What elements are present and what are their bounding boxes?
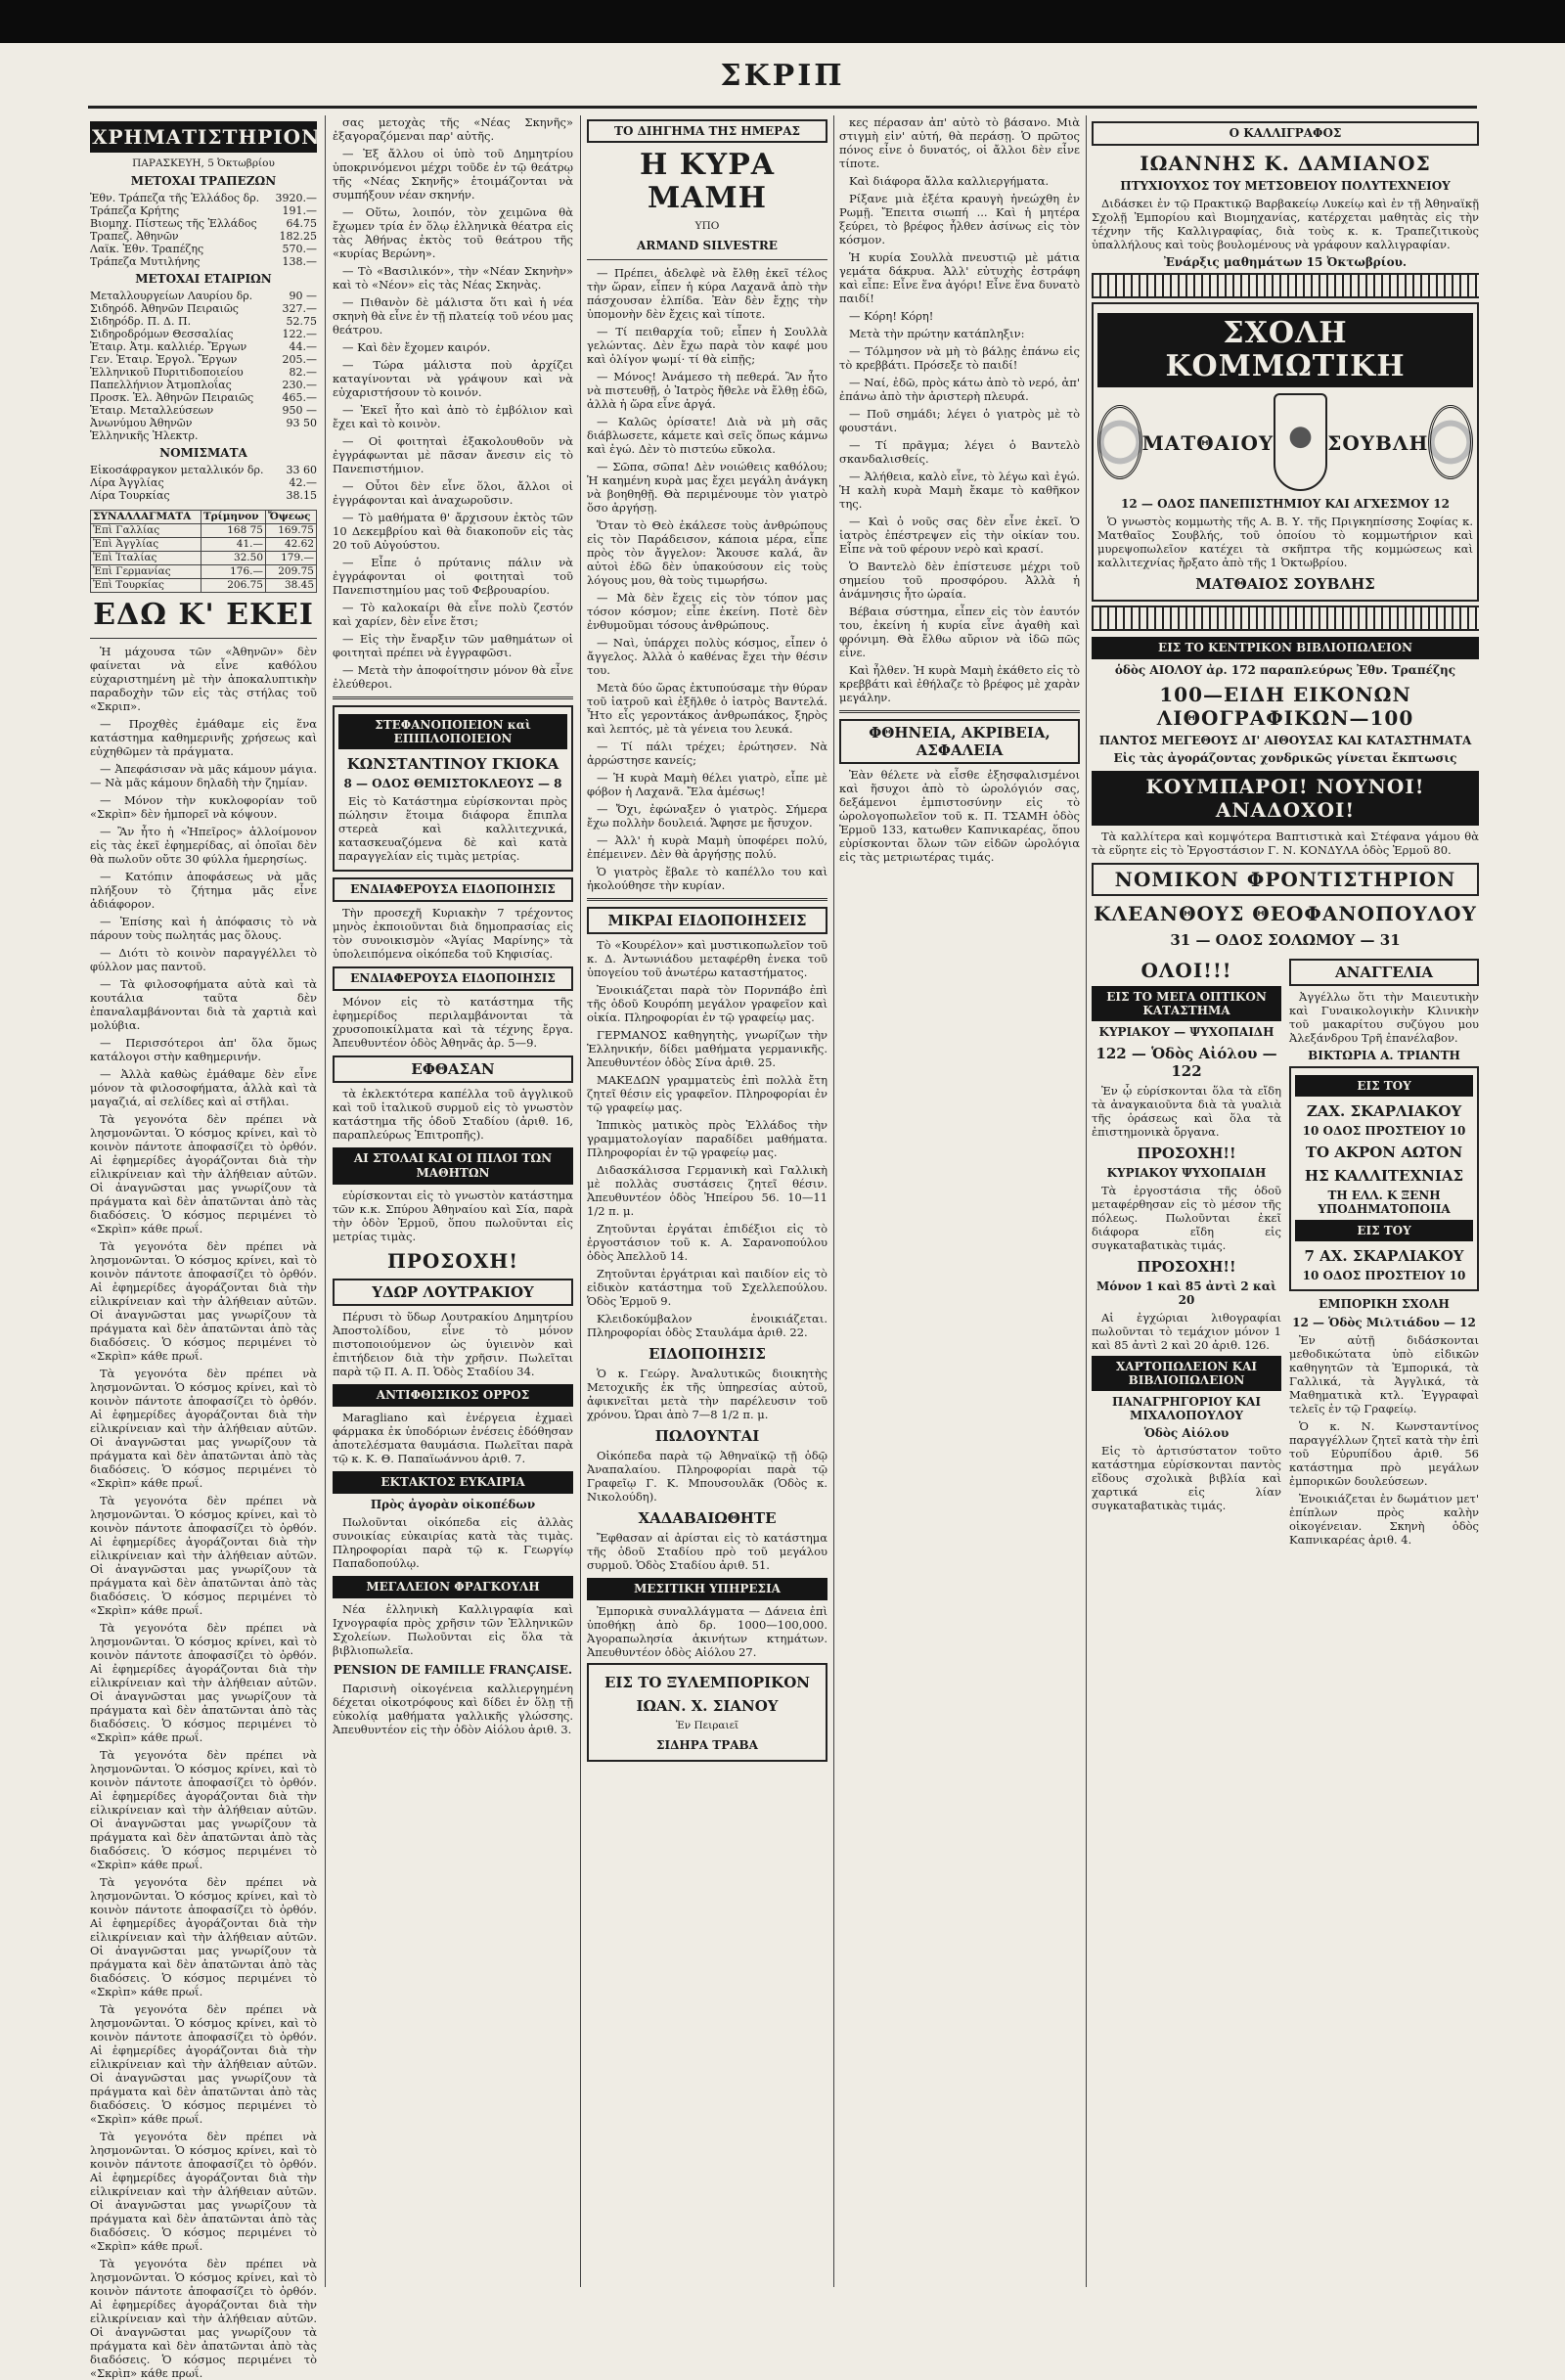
column-header: ΣΥΝΑΛΛΑΓΜΑΤΑ [91, 511, 201, 524]
table-row [90, 366, 317, 379]
masthead-rule [88, 106, 1477, 109]
ad-address: 31 — ΟΔΟΣ ΣΟΛΩΜΟΥ — 31 [1170, 931, 1401, 949]
paragraph: — Προχθὲς ἐμάθαμε εἰς ἕνα κατάστημα καθημερινῆς χρήσεως καὶ εὐχηθῶμεν τὰ πράγματα. [90, 717, 317, 758]
paragraph: Τὰ γεγονότα δὲν πρέπει νὰ λησμονῶνται. Ὁ κόσμος κρίνει, καὶ τὸ κοινὸν πάντοτε ἀποφασίζει τὸ ὀρθόν. Αἱ ἐφημερίδες ἀγοράζονται διὰ τὴν εἰλικρίνειαν καὶ τὴν ἀλήθειαν αὐτῶν. Οἱ ἀναγνῶσται μας γνωρίζουν τὰ πράγματα καὶ δὲν ἀπατῶνται ἀπὸ τὰς διαδόσεις. Ὁ κόσμος περιμένει τὸ «Σκρὶπ» κάθε πρωΐ. [90, 1494, 317, 1617]
ad-signature: ΜΑΤΘΑΙΟΣ ΣΟΥΒΛΗΣ [1195, 575, 1375, 593]
paragraph: — Εἶπε ὁ πρύτανις πάλιν νὰ ἐγγράφονται οἱ φοιτηταὶ τοῦ Πανεπιστημίου μας τοῦ Φεβρουαρίου. [333, 556, 573, 597]
paragraph: — Ναὶ, ὑπάρχει πολὺς κόσμος, εἶπεν ὁ ἄγγελος. Ἀλλὰ ὁ καθένας ἔχει τὴν θέσιν του. [587, 636, 827, 677]
column-story-continued [839, 115, 1080, 2287]
ad-note: Ἐνάρξις μαθημάτων 15 Ὀκτωβρίου. [1163, 255, 1408, 269]
paragraph: Τὰ γεγονότα δὲν πρέπει νὰ λησμονῶνται. Ὁ κόσμος κρίνει, καὶ τὸ κοινὸν πάντοτε ἀποφασίζει τὸ ὀρθόν. Αἱ ἐφημερίδες ἀγοράζονται διὰ τὴν εἰλικρίνειαν καὶ τὴν ἀλήθειαν αὐτῶν. Οἱ ἀναγνῶσται μας γνωρίζουν τὰ πράγματα καὶ δὲν ἀπατῶνται ἀπὸ τὰς διαδόσεις. Ὁ κόσμος περιμένει τὸ «Σκρὶπ» κάθε πρωΐ. [90, 2002, 317, 2126]
paragraph: Ἡ κυρία Σουλλὰ πνευστιῷ μὲ μάτια γεμάτα δάκρυα. Ἀλλ' εὐτυχὴς ἐστράφη καὶ εἶπε: Εἶνε ἕνα ἀγόρι! Εἶνε ἕνα δυνατὸ παιδί! [839, 250, 1080, 305]
table-row [90, 243, 317, 255]
paragraph: — Μόνος! Ἀνάμεσο τὴ πεθερά. Ἂν ἦτο νὰ πιστευθῇ, ὁ Ἰατρὸς ἤθελε νὰ ἔλθῃ ἐδῶ, ἀλλὰ ἡ ὥρα εἶνε ἀργά. [587, 370, 827, 411]
ad-name: ΙΩΑΝΝΗΣ Κ. ΔΑΜΙΑΝΟΣ [1140, 152, 1431, 175]
paragraph: — Ἐκεῖ ἦτο καὶ ἀπὸ τὸ ἐμβόλιον καὶ ἔχει καὶ τὸ κοινὸν. [333, 403, 573, 430]
ad-address: 12 — Ὁδὸς Μιλτιάδου — 12 [1292, 1316, 1476, 1329]
note: Ζητοῦνται ἐργάται ἐπιδέξιοι εἰς τὸ ἐργοστάσιον τοῦ κ. Α. Σαρανοπούλου ὁδὸς Ἀπελλοῦ 14. [587, 1222, 827, 1263]
table-row [90, 204, 317, 217]
column-rule [1086, 115, 1087, 2287]
ad-body: Ἔφθασαν αἱ ἀρίσται εἰς τὸ κατάστημα τῆς ὁδοῦ Σταδίου πρὸ τοῦ μεγάλου συρμοῦ. Ὁδὸς Σταδίου ἀριθ. 51. [587, 1531, 827, 1572]
ad-body: Ὁ κ. Γεώργ. Ἀναλυτικῶς διοικητὴς Μετοχικῆς ἐκ τῆς ὑπηρεσίας αὐτοῦ, ἀφικνεῖται μετὰ τὴν παρέλευσιν τοῦ χρόνου. Ὡραι ἀπὸ 7—8 1/2 π. μ. [587, 1367, 827, 1421]
row-value: 93 50 [286, 417, 317, 429]
column-news-ads [333, 115, 573, 2287]
paragraph: — Εἰς τὴν ἔναρξιν τῶν μαθημάτων οἱ φοιτηταὶ πρέπει νὰ ἐγγραφῶσι. [333, 632, 573, 659]
ad-heading: ΠΡΟΣΟΧΗ! [386, 1249, 519, 1273]
ad-body: Ἐν ᾧ εὑρίσκονται ὅλα τὰ εἴδη τὰ ἀναγκαιοῦντα διὰ τὰ γυαλιὰ τῆς ὁράσεως καὶ ὅλα τὰ ἐπιστημονικὰ ὄργανα. [1092, 1084, 1281, 1139]
table-row [90, 230, 317, 243]
ad-shoemaker [1289, 1066, 1479, 1291]
ad-subheading: ΠΑΝΑΓΡΗΓΟΡΙΟΥ ΚΑΙ ΜΙΧΑΛΟΠΟΥΛΟΥ [1112, 1395, 1261, 1422]
row-label: Βιομηχ. Πίστεως τῆς Ἑλλάδος [90, 217, 257, 230]
ad-subheading: ΕΙΣ ΤΟ ΜΕΓΑ ΟΠΤΙΚΟΝ ΚΑΤΑΣΤΗΜΑ [1092, 986, 1281, 1021]
ad-subheading: Πρὸς ἀγορὰν οἰκοπέδων [370, 1498, 536, 1511]
ad-name: ΚΛΕΑΝΘΟΥΣ ΘΕΟΦΑΝΟΠΟΥΛΟΥ [1094, 902, 1477, 925]
story-title: Η ΚΥΡΑ ΜΑΜΗ [639, 148, 776, 215]
table-row [90, 464, 317, 476]
ad-heading: ΠΡΟΣΟΧΗ!! [1137, 1258, 1236, 1276]
paragraph: Τὰ γεγονότα δὲν πρέπει νὰ λησμονῶνται. Ὁ κόσμος κρίνει, καὶ τὸ κοινὸν πάντοτε ἀποφασίζει τὸ ὀρθόν. Αἱ ἐφημερίδες ἀγοράζονται διὰ τὴν εἰλικρίνειαν καὶ τὴν ἀλήθειαν αὐτῶν. Οἱ ἀναγνῶσται μας γνωρίζουν τὰ πράγματα καὶ δὲν ἀπατῶνται ἀπὸ τὰς διαδόσεις. Ὁ κόσμος περιμένει τὸ «Σκρὶπ» κάθε πρωΐ. [90, 1748, 317, 1871]
paragraph: — Ἐπίσης καὶ ἡ ἀπόφασις τὸ νὰ πάρουν τοὺς πωλητάς μας ὅλους. [90, 915, 317, 942]
paragraph: — Τὸ καλοκαίρι θὰ εἶνε πολὺ ζεστόν καὶ χαρίεν, δὲν εἶνε ἔτσι; [333, 601, 573, 628]
paragraph: — Καὶ ὁ νοῦς σας δὲν εἶνε ἐκεῖ. Ὁ ἰατρὸς ἐπέστρεψεν εἰς τὴν οἰκίαν του. Εἶπε νὰ τοῦ φέρουν νερὸ καὶ κρασί. [839, 515, 1080, 556]
ad-heading: ΕΙΔΟΠΟΙΗΣΙΣ [648, 1345, 766, 1363]
row-label: Ἐπὶ Γερμανίας [91, 565, 201, 579]
table-row [90, 255, 317, 268]
paragraph: — Οὗτοι δὲν εἶνε ὅλοι, ἄλλοι οἱ ἐγγράφονται καὶ ἀναχωροῦσιν. [333, 479, 573, 507]
paragraph: — Διότι τὸ κοινὸν παραγγέλλει τὸ φύλλον μας παντοῦ. [90, 946, 317, 973]
ad-body: εὑρίσκονται εἰς τὸ γνωστὸν κατάστημα τῶν κ.κ. Σπύρου Ἀθηναίου καὶ Σία, παρὰ τὴν ὁδὸν Ἑρμοῦ, ὅπου πωλοῦνται εἰς μετρίας τιμὰς. [333, 1189, 573, 1243]
ad-line: ΖΑΧ. ΣΚΑΡΛΙΑΚΟΥ [1306, 1102, 1462, 1120]
ad-heading: ΕΦΘΑΣΑΝ [333, 1055, 573, 1083]
ad-heading: ΑΙ ΣΤΟΛΑΙ ΚΑΙ ΟΙ ΠΙΛΟΙ ΤΩΝ ΜΑΘΗΤΩΝ [333, 1147, 573, 1185]
table-header-row [91, 511, 317, 524]
top-dark-band [0, 0, 1565, 43]
row-label: Παπελλήνιον Ἀτμοπλοΐας [90, 379, 232, 391]
table-row [90, 217, 317, 230]
table-row [90, 315, 317, 328]
row-value: 182.25 [279, 230, 317, 243]
row-value: 33 60 [286, 464, 317, 476]
row-label: Τράπεζα Κρήτης [90, 204, 180, 217]
ornamental-border [1092, 273, 1479, 298]
paragraph: — Τὰ φιλοσοφήματα αὐτὰ καὶ τὰ κουτάλια ταῦτα δὲν ἐπαναλαμβάνονται διὰ τὰ χαρτιὰ καὶ μολύβια. [90, 977, 317, 1032]
row-value: 64.75 [286, 217, 317, 230]
medal-icon [1428, 405, 1473, 479]
paragraph: κες πέρασαν ἀπ' αὐτὸ τὸ βάσανο. Μιὰ στιγμὴ εἰν' αὐτή, θὰ περάσῃ. Ὁ πρῶτος πόνος εἶνε ὁ δυνατός, οἱ ἄλλοι δὲν εἶνε τίποτε. [839, 115, 1080, 170]
row-label: Λίρα Ἀγγλίας [90, 476, 164, 489]
row-label: Λίρα Τουρκίας [90, 489, 170, 502]
column-rule [325, 115, 326, 2287]
ad-subheading: ΚΥΡΙΑΚΟΥ ΨΥΧΟΠΑΙΔΗ [1106, 1166, 1267, 1180]
table-row [91, 552, 317, 565]
row-value: 327.— [282, 302, 317, 315]
ornamental-border [1092, 606, 1479, 631]
row-label: Σιδηρόδρ. Π. Δ. Π. [90, 315, 192, 328]
row-label: Ἑλληνικοῦ Πυριτιδοποιείου [90, 366, 244, 379]
ad-furniture [333, 705, 573, 872]
row-value: 82.— [289, 366, 317, 379]
section-date: ΠΑΡΑΣΚΕΥΗ, 5 Ὀκτωβρίου [132, 157, 275, 169]
ad-body: Maragliano καὶ ἐνέργεια ἐχμαεὶ φάρμακα ἐκ ὑποδόριων ἐνέσεις ἐδόθησαν ἀποτελέσματα θαυμάσια. Πωλεῖται παρὰ τῷ κ. Κ. Θ. Παπαϊωάννου ἀριθ. 7. [333, 1411, 573, 1465]
paragraph: — Τόλμησον νὰ μὴ τὸ βάλῃς ἐπάνω εἰς τὸ κρεββάτι. Πρόσεξε τὸ παιδί! [839, 344, 1080, 372]
ad-heading: ΕΚΤΑΚΤΟΣ ΕΥΚΑΙΡΙΑ [333, 1471, 573, 1494]
paragraph: Τὰ γεγονότα δὲν πρέπει νὰ λησμονῶνται. Ὁ κόσμος κρίνει, καὶ τὸ κοινὸν πάντοτε ἀποφασίζει τὸ ὀρθόν. Αἱ ἐφημερίδες ἀγοράζονται διὰ τὴν εἰλικρίνειαν καὶ τὴν ἀλήθειαν αὐτῶν. Οἱ ἀναγνῶσται μας γνωρίζουν τὰ πράγματα καὶ δὲν ἀπατῶνται ἀπὸ τὰς διαδόσεις. Ὁ κόσμος περιμένει τὸ «Σκρὶπ» κάθε πρωΐ. [90, 1239, 317, 1363]
ad-body: Ἐνοικιάζεται ἐν δωμάτιον μετ' ἐπίπλων πρὸς καλὴν οἰκογένειαν. Σκηνὴ ὁδὸς Καπνικαρέας ἀριθ. 4. [1289, 1492, 1479, 1547]
row-label: Εἰκοσάφραγκον μεταλλικόν δρ. [90, 464, 264, 476]
table-row [91, 565, 317, 579]
exchange-table [90, 510, 317, 593]
paragraph: — Ποῦ σημάδι; λέγει ὁ γιατρὸς μὲ τὸ φουστάνι. [839, 407, 1080, 434]
ad-heading: ΕΝΔΙΑΦΕΡΟΥΣΑ ΕΙΔΟΠΟΙΗΣΙΣ [333, 877, 573, 902]
row-value: 209.75 [266, 565, 317, 579]
note: ΜΑΚΕΔΩΝ γραμματεὺς ἐπὶ πολλὰ ἔτη ζητεῖ θέσιν εἰς γραφεῖον. Πληροφορίαι ἐν τῷ γραφείῳ μας. [587, 1073, 827, 1114]
ad-heading: ΥΔΩΡ ΛΟΥΤΡΑΚΙΟΥ [333, 1279, 573, 1306]
paragraph: — Καὶ δὲν ἔχομεν καιρόν. [342, 340, 491, 354]
ad-headline: 100—ΕΙΔΗ ΕΙΚΟΝΩΝ ΛΙΘΟΓΡΑΦΙΚΩΝ—100 [1156, 683, 1414, 730]
ad-body: Διδάσκει ἐν τῷ Πρακτικῷ Βαρβακείῳ Λυκείῳ καὶ ἐν τῇ Ἀθηναϊκῇ Σχολῇ Ἐμπορίου καὶ Βιομηχανίας, κατέρχεται μαθητὰς εἰς τὴν τέχνην τῆς Καλλιγραφίας, διὰ τοὺς κ. κ. Τραπεζιτικοὺς ὑπαλλήλους καὶ τοὺς βουλομένους νὰ γράφουν καλλιγραφίαν. [1092, 197, 1479, 251]
column-header: Τρίμηνον [201, 511, 265, 524]
paragraph: — Πρέπει, ἀδελφὲ νὰ ἔλθῃ ἐκεῖ τέλος τὴν ὥραν, εἶπεν ἡ κύρα Λαχανᾶ ἀπὸ τὴν πάσχουσαν ἐλπίδα. Ἐὰν δὲν ἔχῃς τὴν ὑπομονὴν δὲν ἔχεις καὶ τίποτε. [587, 266, 827, 321]
ad-hairdressing-school [1092, 302, 1479, 602]
table-row [90, 290, 317, 302]
ad-line: 10 ΟΔΟΣ ΠΡΟΣΤΕΙΟΥ 10 [1302, 1269, 1466, 1282]
paragraph: Ἡ μάχουσα τῶν «Ἀθηνῶν» δὲν φαίνεται νὰ εἶνε καθόλου εὐχαριστημένη μὲ τὴν ἀποκαλυπτικὴν παραδοχὴν τῶν εἰς τὰς στήλας τοῦ «Σκριπ». [90, 645, 317, 713]
paragraph: Τὰ γεγονότα δὲν πρέπει νὰ λησμονῶνται. Ὁ κόσμος κρίνει, καὶ τὸ κοινὸν πάντοτε ἀποφασίζει τὸ ὀρθόν. Αἱ ἐφημερίδες ἀγοράζονται διὰ τὴν εἰλικρίνειαν καὶ τὴν ἀλήθειαν αὐτῶν. Οἱ ἀναγνῶσται μας γνωρίζουν τὰ πράγματα καὶ δὲν ἀπατῶνται ἀπὸ τὰς διαδόσεις. Ὁ κόσμος περιμένει τὸ «Σκρὶπ» κάθε πρωΐ. [90, 1875, 317, 1998]
ads-right [1289, 953, 1479, 1550]
paragraph: Τὰ γεγονότα δὲν πρέπει νὰ λησμονῶνται. Ὁ κόσμος κρίνει, καὶ τὸ κοινὸν πάντοτε ἀποφασίζει τὸ ὀρθόν. Αἱ ἐφημερίδες ἀγοράζονται διὰ τὴν εἰλικρίνειαν καὶ τὴν ἀλήθειαν αὐτῶν. Οἱ ἀναγνῶσται μας γνωρίζουν τὰ πράγματα καὶ δὲν ἀπατῶνται ἀπὸ τὰς διαδόσεις. Ὁ κόσμος περιμένει τὸ «Σκρὶπ» κάθε πρωΐ. [90, 2130, 317, 2253]
row-label: Γεν. Ἑταιρ. Ἐργολ. Ἔργων [90, 353, 238, 366]
paragraph: Ὁ γιατρὸς ἔβαλε τὸ καπέλλο του καὶ ἠκολούθησε τὴν κυρίαν. [587, 865, 827, 892]
row-value: 122.— [282, 328, 317, 340]
row-value [277, 429, 317, 442]
ad-body: Ἐμπορικὰ συναλλάγματα — Δάνεια ἐπὶ ὑποθήκῃ ἀπὸ δρ. 1000—100,000. Ἀγοραπωλησία ἀκινήτων κτημάτων. Ἀπευθυντέον ὁδὸς Αἰόλου 27. [587, 1604, 827, 1659]
row-label: Σιδηρόδ. Ἀθηνῶν Πειραιῶς [90, 302, 239, 315]
ad-owner: ΚΥΡΙΑΚΟΥ — ΨΥΧΟΠΑΙΔΗ [1098, 1025, 1274, 1039]
ads-left [1092, 953, 1281, 1550]
row-label: Λαϊκ. Ἐθν. Τραπέζης [90, 243, 204, 255]
note: Ζητοῦνται ἐργάτριαι καὶ παιδίον εἰς τὸ εἰδικὸν κατάστημα τοῦ Σχελλεπούλου. Ὁδὸς Ἑρμοῦ 9. [587, 1267, 827, 1308]
paragraph: — Τί πάλι τρέχει; ἐρώτησεν. Νὰ ἀρρώστησε κανείς; [587, 740, 827, 767]
ad-place: Ἐν Πειραιεῖ [675, 1720, 739, 1731]
table-row [90, 192, 317, 204]
ad-signature: ΒΙΚΤΩΡΙΑ Α. ΤΡΙΑΝΤΗ [1308, 1049, 1460, 1062]
row-value: 138.— [282, 255, 317, 268]
ad-body: Νέα ἑλληνικὴ Καλλιγραφία καὶ Ιχνογραφία πρὸς χρῆσιν τῶν Ἑλληνικῶν Σχολείων. Πωλοῦνται εἰς ὅλα τὰ βιβλιοπωλεῖα. [333, 1602, 573, 1657]
ad-heading: ΜΕΣΙΤΙΚΗ ΥΠΗΡΕΣΙΑ [587, 1578, 827, 1600]
banks-table [90, 192, 317, 268]
ad-heading: ΜΕΓΑΛΕΙΟΝ ΦΡΑΓΚΟΥΛΗ [333, 1576, 573, 1598]
section-title: ΧΡΗΜΑΤΙΣΤΗΡΙΟΝ [90, 121, 317, 153]
ad-line: 10 ΟΔΟΣ ΠΡΟΣΤΕΙΟΥ 10 [1302, 1124, 1466, 1138]
row-label: Ἐπὶ Ἰταλίας [91, 552, 201, 565]
row-label: Ἐπὶ Ἀγγλίας [91, 538, 201, 552]
ad-heading: ΧΑΡΤΟΠΩΛΕΙΟΝ ΚΑΙ ΒΙΒΛΙΟΠΩΛΕΙΟΝ [1092, 1356, 1281, 1391]
table-row [90, 476, 317, 489]
note: Ἐνοικιάζεται παρὰ τὸν Πορνπάβο ἐπὶ τῆς ὁδοῦ Κουρόπη μεγάλον γραφεῖον καὶ οἰκία. Πληροφορίαι ἐν τῷ γραφείῳ μας. [587, 983, 827, 1024]
paragraph: — Ἀλλὰ καθὼς ἐμάθαμε δὲν εἶνε μόνον τὰ φιλοσοφήματα, ἀλλὰ καὶ τὰ μαγαζιά, αἱ σελίδες καὶ αἱ στῆλαι. [90, 1067, 317, 1108]
ad-line: ΤΟ ΑΚΡΟΝ ΑΩΤΟΝ [1305, 1144, 1463, 1161]
paragraph: Τὰ γεγονότα δὲν πρέπει νὰ λησμονῶνται. Ὁ κόσμος κρίνει, καὶ τὸ κοινὸν πάντοτε ἀποφασίζει τὸ ὀρθόν. Αἱ ἐφημερίδες ἀγοράζονται διὰ τὴν εἰλικρίνειαν καὶ τὴν ἀλήθειαν αὐτῶν. Οἱ ἀναγνῶσται μας γνωρίζουν τὰ πράγματα καὶ δὲν ἀπατῶνται ἀπὸ τὰς διαδόσεις. Ὁ κόσμος περιμένει τὸ «Σκρὶπ» κάθε πρωΐ. [90, 1621, 317, 1744]
table-row [90, 353, 317, 366]
companies-table [90, 290, 317, 442]
notes-heading: ΜΙΚΡΑΙ ΕΙΔΟΠΟΙΗΣΕΙΣ [587, 907, 827, 934]
paragraph: — Μετὰ τὴν ἀποφοίτησιν μόνον θὰ εἶνε ἐλεύθεροι. [333, 663, 573, 691]
paragraph: — Ὄχι, ἐφώναξεν ὁ γιατρὸς. Σήμερα ἔχω πολλὴν δουλειά. Ἄφησε με ἤσυχον. [587, 802, 827, 830]
ad-line: 7 ΑΧ. ΣΚΑΡΛΙΑΚΟΥ [1304, 1247, 1464, 1265]
row-value: 205.— [282, 353, 317, 366]
table-row [90, 379, 317, 391]
row-value: 38.15 [286, 489, 317, 502]
paragraph: Καὶ διάφορα ἄλλα καλλιεργήματα. [849, 174, 1050, 188]
ad-body: Τὰ ἐργοστάσια τῆς ὁδοῦ μεταφέρθησαν εἰς τὸ μέσον τῆς πόλεως. Πωλοῦνται ἐκεῖ διάφορα εἴδη εἰς συγκαταβατικὰς τιμάς. [1092, 1184, 1281, 1252]
row-value: 52.75 [286, 315, 317, 328]
row-label: Ἀνωνύμου Ἀθηνῶν [90, 417, 193, 429]
row-label: Τραπεζ. Ἀθηνῶν [90, 230, 179, 243]
companies-heading: ΜΕΤΟΧΑΙ ΕΤΑΙΡΙΩΝ [135, 272, 272, 286]
row-label: Σιδηροδρόμων Θεσσαλίας [90, 328, 234, 340]
ad-body: τὰ ἐκλεκτότερα καπέλλα τοῦ ἀγγλικοῦ καὶ τοῦ ἰταλικοῦ συρμοῦ εἰς τὸ γνωστὸν κατάστημα τῆς ὁδοῦ Σταδίου (ἀριθ. 16, παραπλεύρως Ἐπιτροπῆς). [333, 1087, 573, 1142]
row-label: Ἑταιρ. Μεταλλεύσεων [90, 404, 214, 417]
ad-body: Ἀγγέλλω ὅτι τὴν Μαιευτικὴν καὶ Γυναικολογικὴν Κλινικὴν τοῦ μακαρίτου συζύγου μου Ἀλεξάνδρου Τρῆ ἐπανέλαβον. [1289, 990, 1479, 1045]
ad-body: Οἰκόπεδα παρὰ τῷ Ἀθηναϊκῷ τῇ ὁδῷ Ἀναπαλαίου. Πληροφορίαι παρὰ τῷ Γραφεῖῳ Γ. Κ. Μπουσουλᾶκ (Ὁδὸς κ. Νικολούδη). [587, 1449, 827, 1504]
row-value: 169.75 [266, 524, 317, 538]
row-value: 230.— [282, 379, 317, 391]
note: Κλειδοκύμβαλον ἐνοικιάζεται. Πληροφορίαι ὁδὸς Σταυλάμα ἀριθ. 22. [587, 1312, 827, 1339]
ad-heading: Ο ΚΑΛΛΙΓΡΑΦΟΣ [1092, 121, 1479, 146]
table-row [91, 579, 317, 593]
ad-address: 12 — ΟΔΟΣ ΠΑΝΕΠΙΣΤΗΜΙΟΥ ΚΑΙ ΑΓΧΕΣΜΟΥ 12 [1121, 497, 1450, 511]
paragraph: Καὶ ἦλθεν. Ἡ κυρὰ Μαμὴ ἐκάθετο εἰς τὸ κρεββάτι καὶ ἐθήλαζε τὸ βρέφος μὲ χαρὰν μεγάλην. [839, 663, 1080, 704]
row-label: Τράπεζα Μυτιλήνης [90, 255, 201, 268]
paragraph: Τὰ γεγονότα δὲν πρέπει νὰ λησμονῶνται. Ὁ κόσμος κρίνει, καὶ τὸ κοινὸν πάντοτε ἀποφασίζει τὸ ὀρθόν. Αἱ ἐφημερίδες ἀγοράζονται διὰ τὴν εἰλικρίνειαν καὶ τὴν ἀλήθειαν αὐτῶν. Οἱ ἀναγνῶσται μας γνωρίζουν τὰ πράγματα καὶ δὲν ἀπατῶνται ἀπὸ τὰς διαδόσεις. Ὁ κόσμος περιμένει τὸ «Σκρὶπ» κάθε πρωΐ. [90, 1367, 317, 1490]
paragraph: — Περισσότεροι ἀπ' ὅλα ὅμως κατάλογοι στὴν καθημερινήν. [90, 1036, 317, 1063]
note: Διδασκάλισσα Γερμανικὴ καὶ Γαλλικὴ μὲ πολλὰς συστάσεις ζητεῖ θέσιν. Ἀπευθυντέον ὁδὸς Ἠπείρου 56. 10—11 1/2 π. μ. [587, 1163, 827, 1218]
row-label: Ἑταιρ. Ἀτμ. καλλιέρ. Ἔργων [90, 340, 247, 353]
ad-heading: ΕΙΣ ΤΟ ΚΕΝΤΡΙΚΟΝ ΒΙΒΛΙΟΠΩΛΕΙΟΝ [1092, 637, 1479, 659]
ad-heading: ΕΙΣ ΤΟ ΞΥΛΕΜΠΟΡΙΚΟΝ [604, 1674, 810, 1691]
ad-body: Παρισινὴ οἰκογένεια καλλιεργημένη δέχεται οἰκοτρόφους καὶ δίδει ἐν ὅλῃ τῇ εὐκολίᾳ μαθήματα γαλλικῆς γλώσσης. Ἀπευθυντέον εἰς τὴν ὁδὸν Αἰόλου ἀριθ. 3. [333, 1682, 573, 1736]
paragraph: Τὰ γεγονότα δὲν πρέπει νὰ λησμονῶνται. Ὁ κόσμος κρίνει, καὶ τὸ κοινὸν πάντοτε ἀποφασίζει τὸ ὀρθόν. Αἱ ἐφημερίδες ἀγοράζονται διὰ τὴν εἰλικρίνειαν καὶ τὴν ἀλήθειαν αὐτῶν. Οἱ ἀναγνῶσται μας γνωρίζουν τὰ πράγματα καὶ δὲν ἀπατῶνται ἀπὸ τὰς διαδόσεις. Ὁ κόσμος περιμένει τὸ «Σκρὶπ» κάθε πρωΐ. [90, 2257, 317, 2380]
note: ΓΕΡΜΑΝΟΣ καθηγητὴς, γνωρίζων τὴν Ἑλληνικήν, δίδει μαθήματα γερμανικῆς. Ἀπευθυντέον ὁδὸς Σίνα ἀριθ. 25. [587, 1028, 827, 1069]
note: Ἱππικὸς ματικὸς πρὸς Ἑλλάδος τὴν γραμματολογίαν παραδίδει μαθήματα. Πληροφορίαι ἐν τῷ γραφείῳ μας. [587, 1118, 827, 1159]
ad-name: ΚΩΝΣΤΑΝΤΙΝΟΥ ΓΚΙΟΚΑ [346, 755, 559, 773]
paragraph: — Τώρα μάλιστα ποὺ ἀρχίζει καταγίνονται νὰ γράψουν καὶ νὰ εὐχαριστήσουν τὸ κοινόν. [333, 358, 573, 399]
paragraph: — Οἱ φοιτηταὶ ἐξακολουθοῦν νὰ ἐγγράφωνται μὲ πᾶσαν ἄνεσιν εἰς τὸ Πανεπιστήμιον. [333, 434, 573, 475]
ad-heading: PENSION DE FAMILLE FRANÇAISE. [333, 1663, 573, 1677]
paragraph: — Οὕτω, λοιπόν, τὸν χειμῶνα θὰ ἔχωμεν τρία ἐν ὅλῳ ἑλληνικὰ θέατρα εἰς τὰς Ἀθήνας ἐκτὸς τοῦ θεάτρου τῆς «κυρίας Βερώνη». [333, 205, 573, 260]
ad-timber [587, 1663, 827, 1762]
ad-body: Πωλοῦνται οἰκόπεδα εἰς ἀλλὰς συνοικίας εὐκαιρίας κατὰ τὰς τιμὰς. Πληροφορίαι παρὰ τῷ κ. Γεωργίῳ Παπαδοπούλῳ. [333, 1515, 573, 1570]
column-advertisements [1092, 115, 1479, 2287]
table-row [91, 538, 317, 552]
ad-body: Ἐὰν θέλετε νὰ εἶσθε ἐξησφαλισμένοι καὶ ἥσυχοι ἀπὸ τὸ ὡρολόγιόν σας, δεξάμενοι ἐμπιστοσύνην εἰς τὸ ὡρολογοπωλεῖον τοῦ κ. Π. ΤΣΑΜΗ ὁδὸς Ἑρμοῦ 133, κατωθεν Καπνικαρέας, ὅπου εὑρίσκονται ὅλων τῶν εἰδῶν ὡρολόγια εἰς τὰς μετριωτέρας τιμάς. [839, 768, 1080, 864]
row-value: 42.— [289, 476, 317, 489]
row-label: Ἐθν. Τράπεζα τῆς Ἑλλάδος δρ. [90, 192, 260, 204]
ad-address: ὁδὸς ΑΙΟΛΟΥ ἀρ. 172 παραπλεύρως Ἐθν. Τραπέζης [1114, 663, 1456, 677]
paragraph: — Σῶπα, σῶπα! Δὲν νοιώθεις καθόλου; Ἡ καημένη κυρὰ μας ἔχει μεγάλη ἀνάγκη νὰ βοηθηθῇ. Θὰ περιμένουμε τὸν γιατρὸ ὅσο ἀργήσῃ. [587, 460, 827, 515]
ad-address: 8 — ΟΔΟΣ ΘΕΜΙΣΤΟΚΛΕΟΥΣ — 8 [343, 777, 562, 790]
row-value: 176.— [201, 565, 265, 579]
table-row [90, 404, 317, 417]
row-label: Προσκ. Ἑλ. Ἀθηνῶν Πειραιῶς [90, 391, 254, 404]
row-value: 32.50 [201, 552, 265, 565]
row-value: 206.75 [201, 579, 265, 593]
ad-body: Ἐν αὐτῇ διδάσκονται μεθοδικώτατα ὑπὸ εἰδικῶν καθηγητῶν τὰ Ἐμπορικά, τὰ Γαλλικά, τὰ Ἀγγλικά, τὰ Μαθηματικὰ κτλ. Ἐγγραφαὶ τελεῖς ἐν τῷ Γραφείῳ. [1289, 1333, 1479, 1415]
table-row [90, 302, 317, 315]
table-row [90, 429, 317, 442]
ad-heading: ΠΩΛΟΥΝΤΑΙ [654, 1427, 760, 1445]
paragraph: — Τί πειθαρχία τοῦ; εἶπεν ἡ Σουλλὰ γελώντας. Δὲν ἔχω παρὰ τὸν καφέ μου καὶ ὀλίγον ψωμί· τί θὰ εἰπῇς; [587, 325, 827, 366]
ad-headline: ΚΟΥΜΠΑΡΟΙ! ΝΟΥΝΟΙ! ΑΝΑΔΟΧΟΙ! [1092, 771, 1479, 826]
column-rule [580, 115, 581, 2287]
ad-subheading: ΣΙΔΗΡΑ ΤΡΑΒΑ [656, 1738, 758, 1752]
royal-crest-icon [1274, 393, 1327, 491]
coins-table [90, 464, 317, 502]
paragraph: Ρίξανε μιὰ ἐξέτα κραυγὴ ἠνεώχθη ἐν Ρωμῇ. Ἔπειτα σιωπή ... Καὶ ἡ μητέρα ξεύρει, τὸ βρέφος ἦλθεν ἀσίνως εἰς τὸν κόσμον. [839, 192, 1080, 247]
table-row [91, 524, 317, 538]
ad-body: Τὴν προσεχῆ Κυριακὴν 7 τρέχοντος μηνὸς ἐκποιοῦνται διὰ δημοπρασίας εἰς τὸν συνοικισμὸν «Ἁγίας Μαρίνης» τὰ ὑπολειπόμενα οἰκόπεδα τοῦ Κηφισίας. [333, 906, 573, 961]
row-value: 41.— [201, 538, 265, 552]
ad-body: Εἰς τὸ ἀρτισύστατον τοῦτο κατάστημα εὑρίσκονται παντὸς εἴδους σχολικὰ βιβλία καὶ χαρτικά εἰς λίαν συγκαταβατικὰς τιμάς. [1092, 1444, 1281, 1512]
ad-address: 122 — Ὁδὸς Αἰόλου — 122 [1096, 1045, 1277, 1080]
row-value: 90 — [289, 290, 317, 302]
ad-line: ΕΙΣ ΤΟΥ [1295, 1220, 1473, 1241]
coins-heading: ΝΟΜΙΣΜΑΤΑ [159, 446, 247, 460]
row-value: 3920.— [275, 192, 317, 204]
ad-heading: ΠΡΟΣΟΧΗ!! [1137, 1145, 1236, 1162]
paragraph: — Τί πρᾶγμα; λέγει ὁ Βαντελὸ σκανδαλισθείς. [839, 438, 1080, 466]
ad-heading: ΣΤΕΦΑΝΟΠΟΙΕΙΟΝ καὶ ΕΠΙΠΛΟΠΟΙΕΙΟΝ [338, 714, 567, 749]
ad-line: ΕΙΣ ΤΟΥ [1295, 1075, 1473, 1097]
ad-heading: ΕΝΔΙΑΦΕΡΟΥΣΑ ΕΙΔΟΠΟΙΗΣΙΣ [333, 966, 573, 991]
ad-heading: ΟΛΟΙ!!! [1140, 959, 1232, 982]
paragraph: — Κατόπιν ἀποφάσεως νὰ μᾶς πλήξουν τὸ ζήτημα μᾶς εἶνε ἀδιάφορον. [90, 870, 317, 911]
ad-address: Ὁδὸς Αἰόλου [1143, 1426, 1230, 1440]
two-column-ads [1092, 953, 1479, 1550]
ad-subheading: ΠΤΥΧΙΟΥΧΟΣ ΤΟΥ ΜΕΤΣΟΒΕΙΟΥ ΠΟΛΥΤΕΧΝΕΙΟΥ [1120, 179, 1451, 193]
row-value: 168 75 [201, 524, 265, 538]
table-row [90, 391, 317, 404]
ad-heading: ΑΝΑΓΓΕΛΙΑ [1289, 959, 1479, 986]
column-header: Ὄψεως [266, 511, 317, 524]
ad-line: ΤΗ ΕΛΛ. Κ ΞΕΝΗ ΥΠΟΔΗΜΑΤΟΠΟΙΙΑ [1318, 1189, 1451, 1216]
row-label: Ἐπὶ Γαλλίας [91, 524, 201, 538]
paragraph: Βέβαια σύστημα, εἶπεν εἰς τὸν ἑαυτόν του, ἐκείνη ἡ κυρία εἶνε ἀγαθὴ καὶ φρόνιμη. Θὰ ἔλθω αὔριον νὰ ἰδῶ πῶς εἶνε. [839, 605, 1080, 659]
paragraph: — Μόνον τὴν κυκλοφορίαν τοῦ «Σκρὶπ» δὲν ἠμπορεῖ νὰ κόψουν. [90, 793, 317, 821]
masthead: ΣΚΡΙΠ [720, 59, 845, 93]
banks-heading: ΜΕΤΟΧΑΙ ΤΡΑΠΕΖΩΝ [130, 174, 277, 188]
ad-subheading: Εἰς τὰς ἀγοράζοντας χονδρικῶς γίνεται ἔκπτωσις [1113, 751, 1457, 765]
paragraph: — Ναί, ἐδῶ, πρὸς κάτω ἀπὸ τὸ νερό, ἀπ' ἐπάνω ἀπὸ τὴν ἀριστερὴ πλευρά. [839, 376, 1080, 403]
paragraph: — Ἀλλ' ἡ κυρὰ Μαμὴ ὑποφέρει πολύ, ἐπέμεινεν. Δὲν θὰ ἀργήσῃς πολύ. [587, 833, 827, 861]
paragraph: — Πιθανὸν δὲ μάλιστα ὅτι καὶ ἡ νέα σκηνὴ θὰ εἶνε ἐν τῇ πλατείᾳ τοῦ νέου μας θεάτρου. [333, 295, 573, 337]
ad-heading: ΣΧΟΛΗ ΚΟΜΜΩΤΙΚΗ [1097, 313, 1473, 387]
paragraph: — Τὸ «Βασιλικόν», τὴν «Νέαν Σκηνὴν» καὶ τὸ «Νέον» εἰς τὰς Νέας Σκηνὰς. [333, 264, 573, 292]
medal-icon [1097, 405, 1142, 479]
ad-heading: ΦΘΗΝΕΙΑ, ΑΚΡΙΒΕΙΑ, ΑΣΦΑΛΕΙΑ [839, 719, 1080, 764]
school-emblem-row [1097, 393, 1473, 491]
table-row [90, 340, 317, 353]
table-row [90, 328, 317, 340]
story-kicker: ΤΟ ΔΙΗΓΗΜΑ ΤΗΣ ΗΜΕΡΑΣ [587, 119, 827, 143]
school-right-name: ΣΟΥΒΛΗ [1327, 431, 1429, 455]
ad-body: Αἱ ἐγχώριαι λιθογραφίαι πωλοῦνται τὸ τεμάχιον μόνον 1 καὶ 85 ἀντὶ 2 καὶ 20 ἀριθ. 126. [1092, 1311, 1281, 1352]
row-value: 42.62 [266, 538, 317, 552]
school-left-name: ΜΑΤΘΑΙΟΥ [1141, 431, 1274, 455]
paragraph: Μετὰ δύο ὥρας ἐκτυπούσαμε τὴν θύραν τοῦ ἰατροῦ καὶ ἐξῆλθε ὁ ἰατρὸς Βαντελά. Ἦτο εἷς γεροντάκος ἀνθρωπάκος, ξηρὸς καὶ λεπτός, μὲ τὰ γένεια του λευκά. [587, 681, 827, 736]
ad-heading: ΕΜΠΟΡΙΚΗ ΣΧΟΛΗ [1319, 1297, 1450, 1311]
row-value: 44.— [289, 340, 317, 353]
paragraph: — Ἀλήθεια, καλὸ εἶνε, τὸ λέγω καὶ ἐγώ. Ἡ καλὴ κυρὰ Μαμὴ ἔκαμε τὸ καθῆκον της. [839, 470, 1080, 511]
paragraph: — Ἡ κυρὰ Μαμὴ θέλει γιατρὸ, εἶπε μὲ φόβον ἡ Λαχανᾶ. Ἔλα ἀμέσως! [587, 771, 827, 798]
row-value: 38.45 [266, 579, 317, 593]
story-by: ΥΠΟ [694, 220, 720, 232]
column-story [587, 115, 827, 2287]
note: Τὸ «Κουρέλον» καὶ μυστικοπωλεῖον τοῦ κ. Δ. Ἀντωνιάδου μεταφέρθη ἐνεκα τοῦ ὑπογείου τοῦ ἀνωτέρω καταστήματος. [587, 938, 827, 979]
ad-name: ΙΩΑΝ. Χ. ΣΙΑΝΟΥ [636, 1697, 779, 1715]
table-row [90, 417, 317, 429]
table-row [90, 489, 317, 502]
row-value: 465.— [282, 391, 317, 404]
ad-body: Μόνον εἰς τὸ κατάστημα τῆς ἐφημερίδος περιλαμβάνονται τὰ χρυσοποικίλματα καὶ τὰ τέχνης ἔργα. Ἀπευθυντέον ὁδὸς Ἀθηνᾶς ἀρ. 5—9. [333, 995, 573, 1050]
ad-subheading: Μόνον 1 καὶ 85 ἀντὶ 2 καὶ 20 [1096, 1280, 1276, 1307]
paragraph: — Μὰ δὲν ἔχεις εἰς τὸν τόπον μας τόσον κόσμον; εἶπε ἐκείνη. Ποτὲ δὲν ἐνθυμοῦμαι τόσους ἀνθρώπους. [587, 591, 827, 632]
ad-body: Ὁ κ. Ν. Κωνσταντίνος παραγγέλλων ζητεῖ κατὰ τὴν ἐπὶ τοῦ Εὐρυπίδου ἀριθ. 56 κατάστημα πρὸ μεγάλων ἐμπορικῶν δουλεύσεων. [1289, 1419, 1479, 1488]
row-value: 570.— [282, 243, 317, 255]
ad-body: Εἰς τὸ Κατάστημα εὑρίσκονται πρὸς πώλησιν ἕτοιμα διάφορα ἔπιπλα στερεὰ καὶ καλλιτεχνικά, κατασκευαζόμενα δὲ καὶ κατὰ παραγγελίαν εἰς τιμὰς μετρίας. [338, 794, 567, 863]
ad-body: Πέρυσι τὸ ὕδωρ Λουτρακίου Δημητρίου Ἀποστολίδου, εἶνε τὸ μόνον πιστοποιούμενον ὡς ὑγιεινὸν καὶ ἐπιτήδειον διὰ τὴν χρῆσιν. Πωλεῖται παρὰ τῷ Π. Α. Π. Ὁδὸς Σταδίου 34. [333, 1310, 573, 1378]
row-value: 950 — [282, 404, 317, 417]
paragraph: — Τὸ μαθήματα θ' ἄρχισουν ἐκτὸς τῶν 10 Δεκεμβρίου καὶ θὰ διακοποῦν εἰς τὰς 20 τοῦ Αὐγούστου. [333, 511, 573, 552]
ad-body: Ὁ γνωστὸς κομμωτὴς τῆς Α. Β. Υ. τῆς Πριγκηπίσσης Σοφίας κ. Ματθαῖος Σουβλής, τοῦ ὁποίου τὸ κομμωτήριον καὶ μυρεψοπωλεῖον κατέχει τὰ σκῆπτρα τῆς κομμώσεως καὶ καλλιτεχνίας ἤρξατο ἀπὸ τῆς 1 Ὀκτωβρίου. [1097, 515, 1473, 569]
column-markets [90, 115, 321, 2380]
ad-line: ΗΣ ΚΑΛΛΙΤΕΧΝΙΑΣ [1304, 1167, 1464, 1185]
ad-body: Τὰ καλλίτερα καὶ κομψότερα Βαπτιστικὰ καὶ Στέφανα γάμου θὰ τὰ εὕρητε εἰς τὸ Ἐργοστάσιον Γ. Ν. ΚΟΝΔΥΛΑ ὁδὸς Ἑρμοῦ 80. [1092, 830, 1479, 857]
row-label: Ἑλληνικῆς Ἠλεκτρ. [90, 429, 199, 442]
ad-heading: ΑΝΤΙΦΘΙΣΙΚΟΣ ΟΡΡΟΣ [333, 1384, 573, 1407]
paragraph: Τὰ γεγονότα δὲν πρέπει νὰ λησμονῶνται. Ὁ κόσμος κρίνει, καὶ τὸ κοινὸν πάντοτε ἀποφασίζει τὸ ὀρθόν. Αἱ ἐφημερίδες ἀγοράζονται διὰ τὴν εἰλικρίνειαν καὶ τὴν ἀλήθειαν αὐτῶν. Οἱ ἀναγνῶσται μας γνωρίζουν τὰ πράγματα καὶ δὲν ἀπατῶνται ἀπὸ τὰς διαδόσεις. Ὁ κόσμος περιμένει τὸ «Σκρὶπ» κάθε πρωΐ. [90, 1112, 317, 1235]
paragraph: Μετὰ τὴν πρώτην κατάπληξιν: [849, 327, 1025, 340]
paragraph: σας μετοχὰς τῆς «Νέας Σκηνῆς» ἐξαγοραζόμεναι παρ' αὐτῆς. [333, 115, 573, 143]
row-value: 179.— [266, 552, 317, 565]
ad-heading: ΝΟΜΙΚΟΝ ΦΡΟΝΤΙΣΤΗΡΙΟΝ [1092, 863, 1479, 896]
column-rule [833, 115, 834, 2287]
row-value: 191.— [282, 204, 317, 217]
edo-kekei-title: ΕΔΩ Κ' ΕΚΕΙ [93, 598, 314, 632]
paragraph: — Ἂν ἦτο ἡ «Ἠπεῖρος» ἀλλοίμονον εἰς τὰς ἐκεῖ ἐφημερίδας, αἱ ὁποῖαι δὲν θὰ πωλοῦν οὔτε 30 φύλλα ἡμερησίως. [90, 825, 317, 866]
ad-subheading: ΠΑΝΤΟΣ ΜΕΓΕΘΟΥΣ ΔΙ' ΑΙΘΟΥΣΑΣ ΚΑΙ ΚΑΤΑΣΤΗΜΑΤΑ [1098, 734, 1472, 747]
paragraph: Ὅταν τὸ Θεὸ ἐκάλεσε τοὺς ἀνθρώπους εἰς τὸν Παράδεισον, κάποια μέρα, εἶπε πρὸς τὸν ἄγγελον: Ἄκουσε καλά, ἂν αὐτοὶ ἐδῶ δὲν ὑπακούσουν εἰς τοὺς λόγους μου, θὰ τοὺς τιμωρήσω. [587, 518, 827, 587]
paragraph: — Ἀπεφάσισαν νὰ μᾶς κάμουν μάγια. — Νὰ μᾶς κάμουν δηλαδὴ τὴν ζημίαν. [90, 762, 317, 789]
ad-heading: ΧΑΔΑΒΑΙΩΘΗΤΕ [638, 1509, 777, 1527]
row-label: Ἐπὶ Τουρκίας [91, 579, 201, 593]
row-label: Μεταλλουργείων Λαυρίου δρ. [90, 290, 253, 302]
paragraph: — Ἐξ ἄλλου οἱ ὑπὸ τοῦ Δημητρίου ὑποκρινόμενοι μέχρι τοῦδε ἐν τῷ θεάτρῳ τῆς «Νέας Σκηνῆς» ἑτοιμάζονται νὰ συμπήξουν νέαν σκηνήν. [333, 147, 573, 202]
paragraph: — Κόρη! Κόρη! [849, 309, 934, 323]
paragraph: Ὁ Βαντελὸ δὲν ἐπίστευσε μέχρι τοῦ σημείου τοῦ προσφόρου. Ἀλλὰ ἡ ἀνάμνησις ἦτο ὡραία. [839, 560, 1080, 601]
story-author: ARMAND SILVESTRE [637, 239, 778, 252]
paragraph: — Καλῶς ὁρίσατε! Διὰ νὰ μὴ σᾶς διάβλωσετε, κάμετε καὶ σεῖς ὅπως κάμνω καὶ ἐγώ. Δὲν τὸ πιστεύω εὔκολα. [587, 415, 827, 456]
